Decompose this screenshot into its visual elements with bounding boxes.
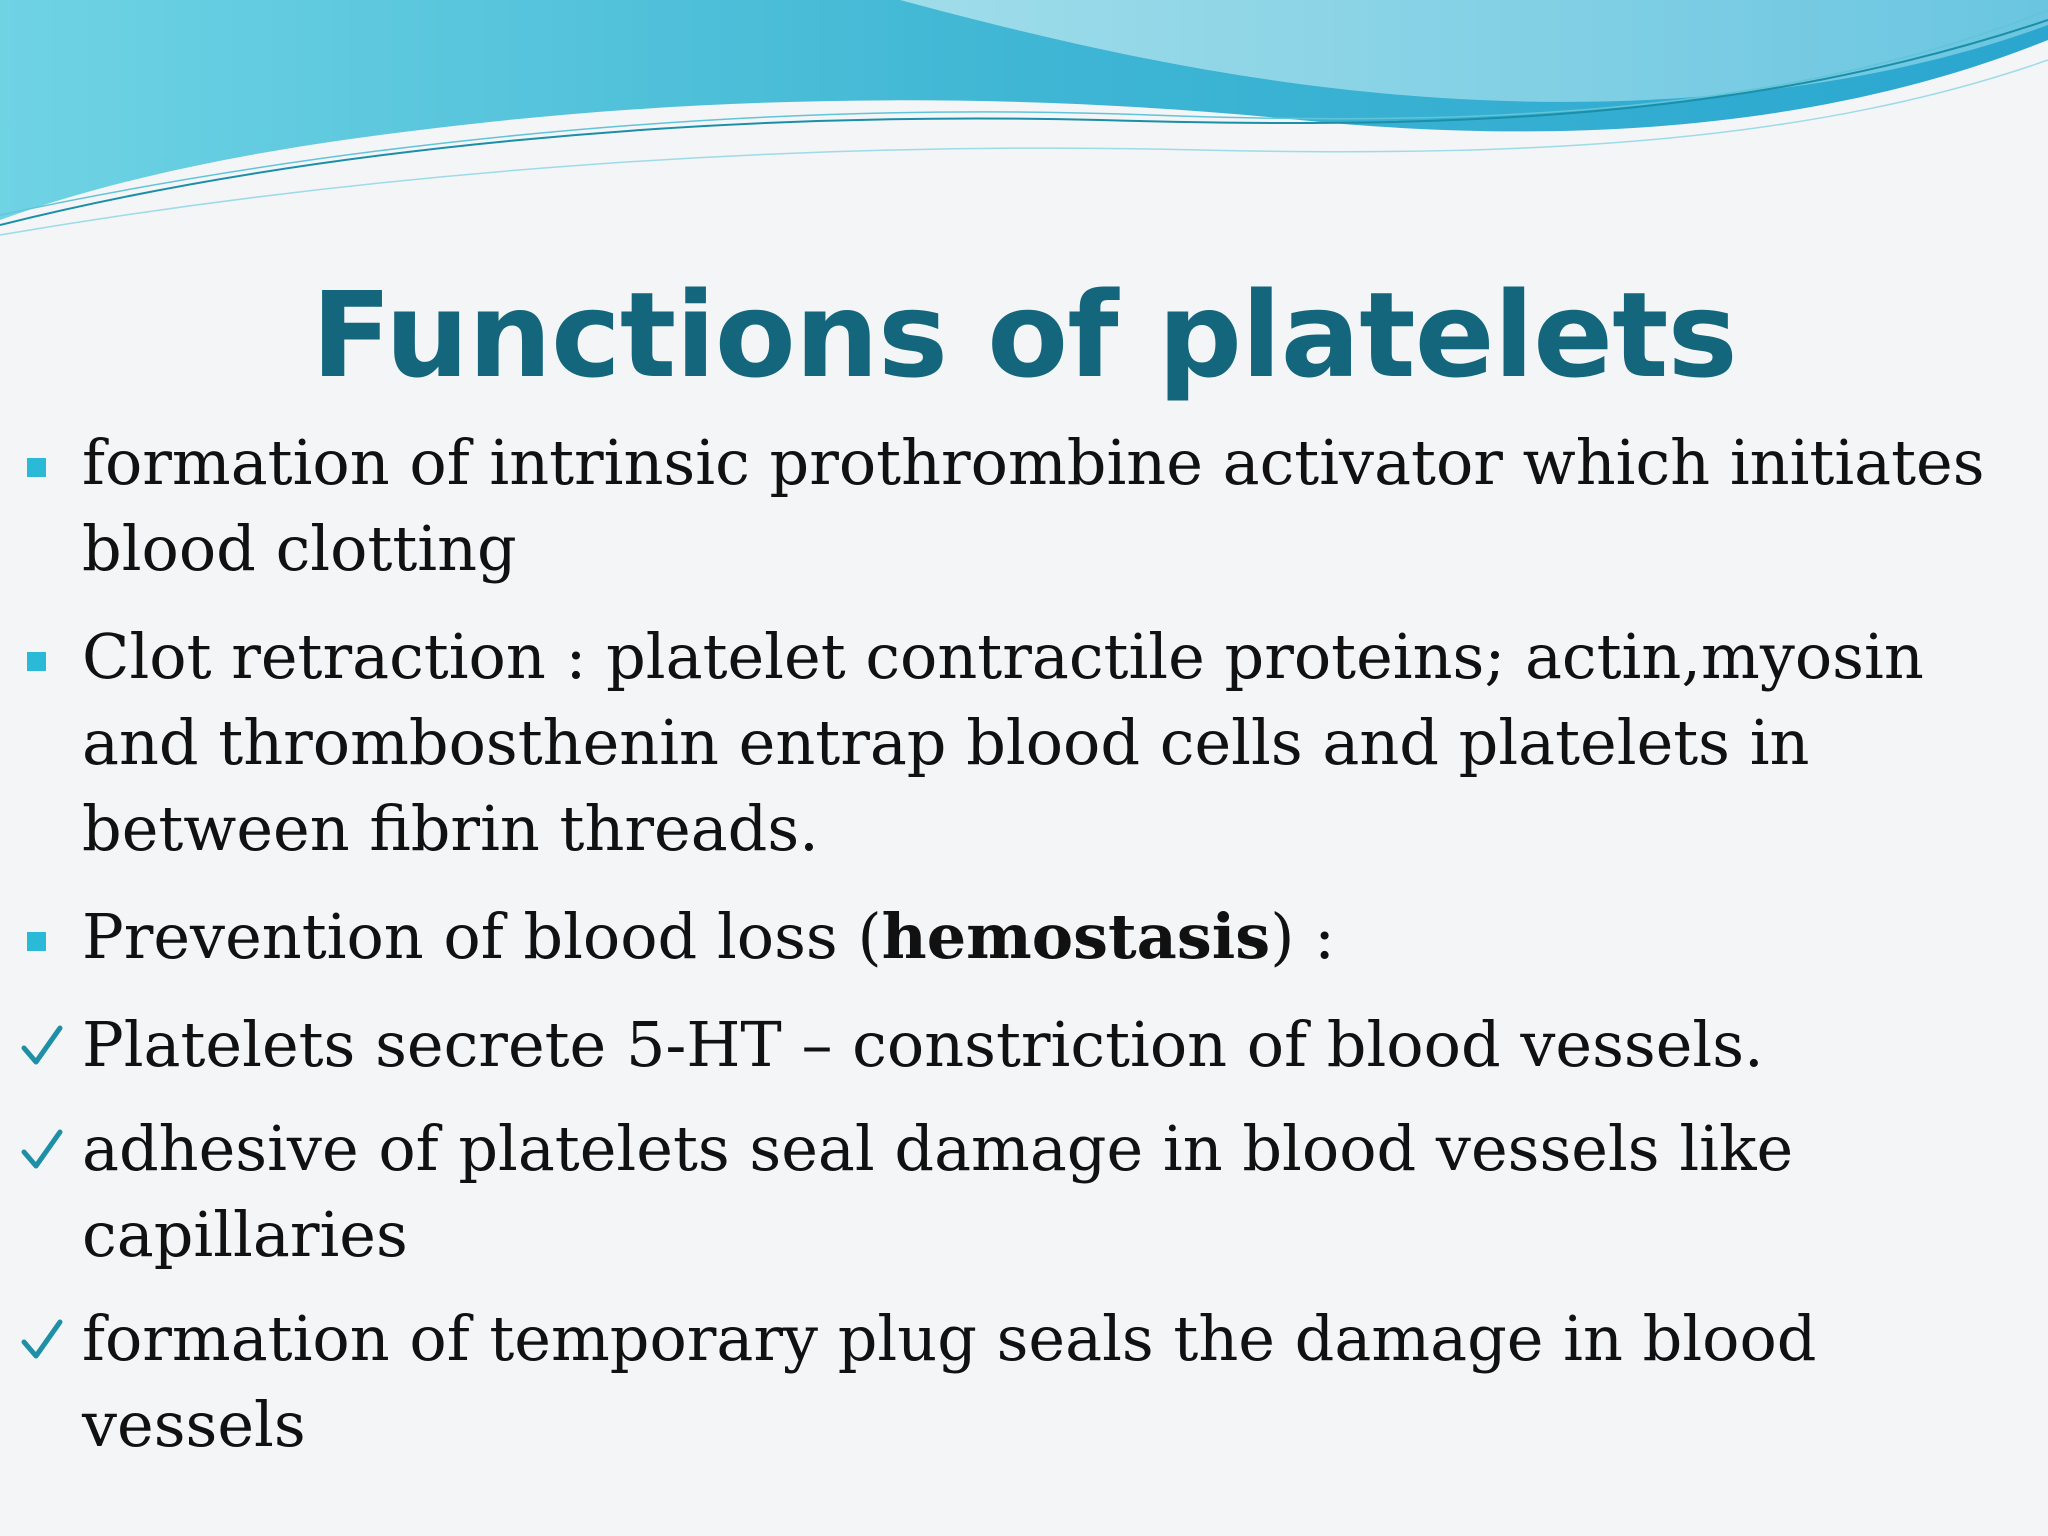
check-item	[0, 1296, 2048, 1468]
bullet-item	[0, 894, 2048, 980]
slide-title: Functions of platelets	[311, 266, 1737, 404]
square-bullet-icon	[27, 458, 46, 477]
header-wave-decoration	[0, 0, 2048, 260]
bullet-text: formation of intrinsic prothrombine activator which initiates blood clotting	[82, 426, 1985, 585]
check-text: adhesive of platelets seal damage in blood vessels like capillaries	[82, 1112, 1794, 1271]
checkmark-icon	[20, 1022, 64, 1068]
checkmark-icon	[20, 1316, 64, 1362]
square-bullet-icon	[27, 652, 46, 671]
checkmark-icon	[20, 1126, 64, 1172]
bullet-text-before: Prevention of blood loss (	[82, 900, 882, 973]
bullet-text-bold: hemostasis	[881, 900, 1271, 973]
bullet-list	[0, 420, 2048, 1486]
check-text: Platelets secrete 5-HT – constriction of blood vessels.	[82, 1008, 1764, 1081]
check-item	[0, 1002, 2048, 1088]
check-item	[0, 1106, 2048, 1278]
bullet-item	[0, 614, 2048, 872]
bullet-text-after: ) :	[1270, 900, 1336, 973]
square-bullet-icon	[27, 932, 46, 951]
bullet-text: Clot retraction : platelet contractile proteins; actin,myosin and thrombosthenin entrap blood cells and platelets in between fibrin threads.	[82, 620, 1924, 865]
bullet-item	[0, 420, 2048, 592]
check-text: formation of temporary plug seals the damage in blood vessels	[82, 1302, 1817, 1461]
